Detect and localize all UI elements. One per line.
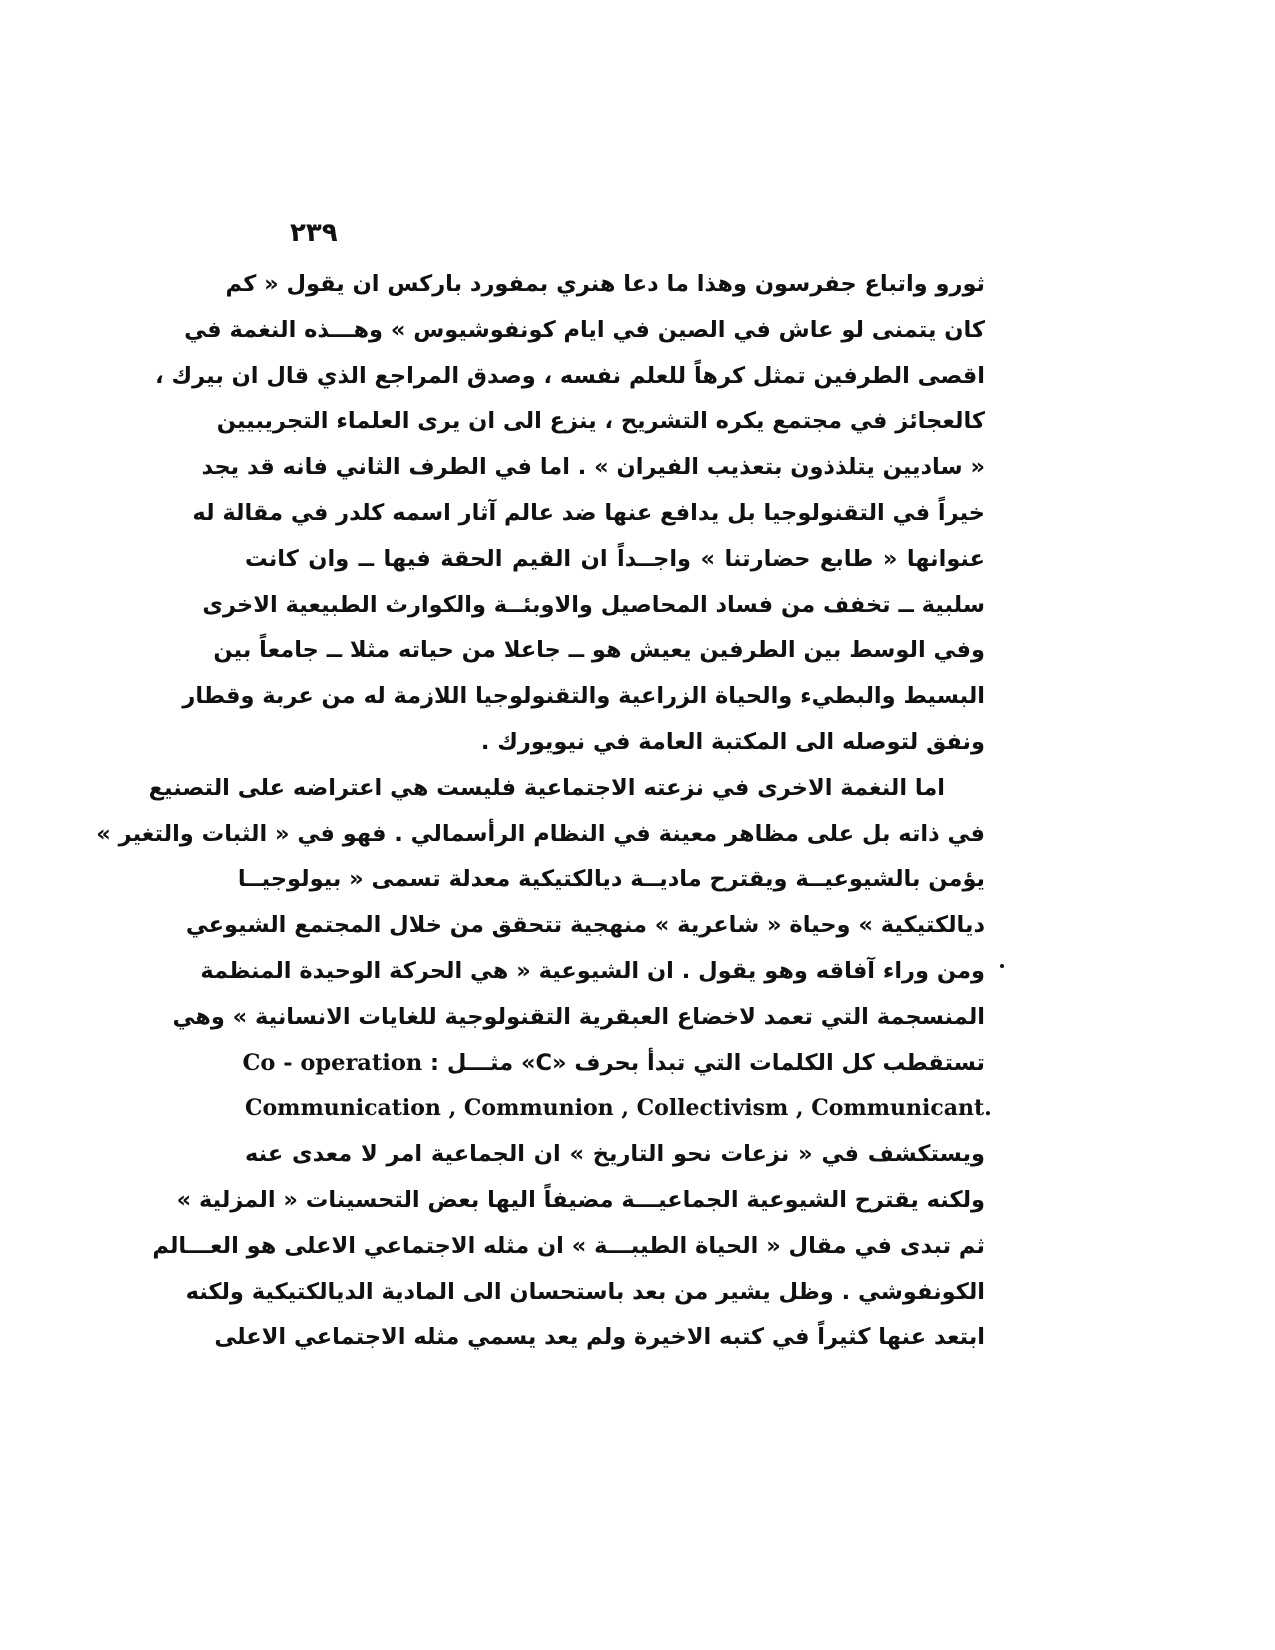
text-line: ديالكتيكية » وحياة « شاعرية » منهجية تتحقق من خلال المجتمع الشيوعي [185, 912, 985, 939]
text-line: خيراً في التقنولوجيا بل يدافع عنها ضد عالم آثار اسمه كلدر في مقالة له [192, 499, 985, 526]
text-line: ويستكشف في « نزعات نحو التاريخ » ان الجماعية امر لا معدى عنه [245, 1141, 985, 1168]
text-line: كان يتمنى لو عاش في الصين في ايام كونفوشيوس » وهـــذه النغمة في [184, 316, 985, 343]
text-line: الكونفوشي . وظل يشير من بعد باستحسان الى المادية الديالكتيكية ولكنه [185, 1278, 985, 1305]
latin-segment: Co - operation [242, 1049, 423, 1076]
page-number: ٢٣٩ [290, 218, 338, 248]
text-line: ونفق لتوصله الى المكتبة العامة في نيويورك . [480, 728, 985, 755]
text-line: في ذاته بل على مظاهر معينة في النظام الرأسمالي . فهو في « الثبات والتغير » [96, 820, 985, 847]
text-line: ومن وراء آفاقه وهو يقول . ان الشيوعية « هي الحركة الوحيدة المنظمة [200, 957, 985, 984]
text-line: ثم تبدى في مقال « الحياة الطيبـــة » ان مثله الاجتماعي الاعلى هو العـــالم [152, 1232, 985, 1259]
text-line: ولكنه يقترح الشيوعية الجماعيـــة مضيفاً اليها بعض التحسينات « المزلية » [176, 1186, 985, 1213]
scan-dot-mark [1000, 964, 1004, 968]
text-line: « ساديين يتلذذون بتعذيب الفيران » . اما في الطرف الثاني فانه قد يجد [201, 454, 985, 481]
text-line: كالعجائز في مجتمع يكره التشريح ، ينزع الى ان يرى العلماء التجريبيين [216, 408, 985, 435]
text-line: وفي الوسط بين الطرفين يعيش هو ــ جاعلا من حياته مثلا ــ جامعاً بين [213, 637, 985, 664]
text-line: يؤمن بالشيوعيــة ويقترح ماديــة ديالكتيكية معدلة تسمى « بيولوجيــا [237, 866, 985, 893]
text-line: ثورو واتباع جفرسون وهذا ما دعا هنري بمفورد باركس ان يقول « كم [225, 271, 985, 297]
text-line: عنوانها « طابع حضارتنا » واجــداً ان القيم الحقة فيها ــ وان كانت [245, 545, 985, 572]
body-text [96, 262, 992, 1361]
latin-text-line: Communication , Communion , Collectivism , Communicant. [245, 1095, 992, 1122]
mixed-text-line [242, 1041, 985, 1087]
text-line: اما النغمة الاخرى في نزعته الاجتماعية فليست هي اعتراضه على التصنيع [148, 774, 945, 801]
text-line: ابتعد عنها كثيراً في كتبه الاخيرة ولم يعد يسمي مثله الاجتماعي الاعلى [214, 1324, 985, 1351]
text-line: البسيط والبطيء والحياة الزراعية والتقنولوجيا اللازمة له من عربة وقطار [182, 683, 985, 710]
text-line: المنسجمة التي تعمد لاخضاع العبقرية التقنولوجية للغايات الانسانية » وهي [172, 1003, 985, 1030]
text-line: سلبية ــ تخفف من فساد المحاصيل والاوبئــة والكوارث الطبيعية الاخرى [202, 591, 985, 618]
arabic-segment: تستقطب كل الكلمات التي تبدأ بحرف «C» مثـــل : [430, 1049, 985, 1076]
text-line: اقصى الطرفين تمثل كرهاً للعلم نفسه ، وصدق المراجع الذي قال ان بيرك ، [155, 362, 985, 389]
